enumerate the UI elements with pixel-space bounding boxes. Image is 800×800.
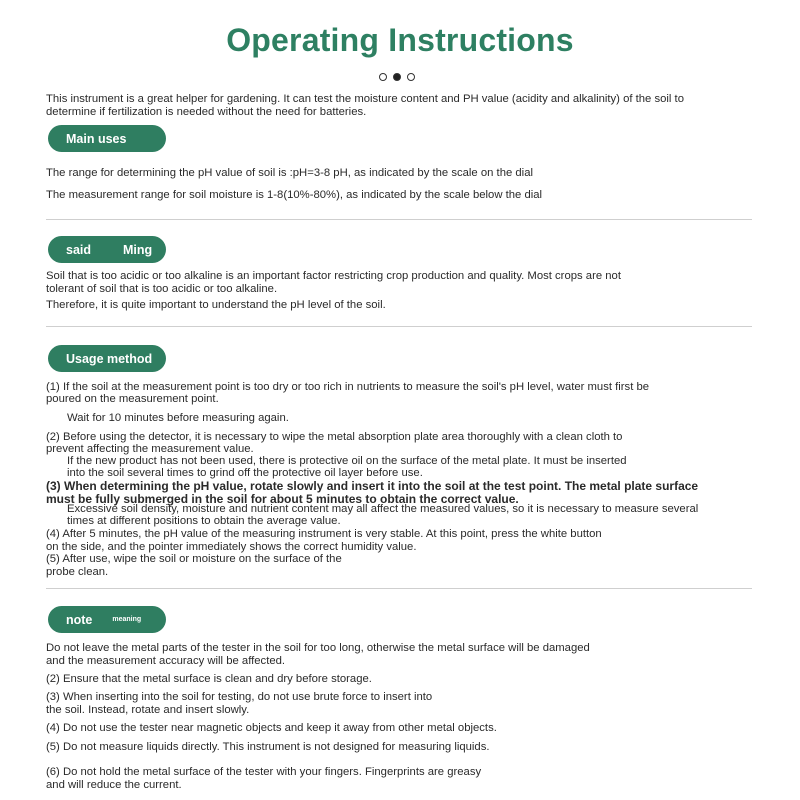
- section-divider: [46, 219, 752, 220]
- said-ming-label-b: Ming: [123, 242, 153, 257]
- note-label: note: [66, 612, 93, 627]
- said-ming-badge: [48, 236, 166, 263]
- usage-line: times at different positions to obtain the average value.: [67, 515, 341, 527]
- main-uses-badge: [48, 125, 166, 152]
- main-uses-label: Main uses: [66, 131, 127, 146]
- said-ming-line: Therefore, it is quite important to understand the pH level of the soil.: [46, 299, 386, 311]
- usage-method-badge: [48, 345, 166, 372]
- carousel-indicator[interactable]: [379, 73, 415, 81]
- note-sub-label: meaning: [112, 616, 142, 623]
- usage-line: into the soil several times to grind off the protective oil layer before use.: [67, 467, 423, 479]
- carousel-dot[interactable]: [379, 73, 387, 81]
- note-line: and the measurement accuracy will be affected.: [46, 655, 286, 667]
- main-uses-line: The range for determining the pH value of soil is :pH=3-8 pH, as indicated by the scale on the dial: [46, 167, 533, 179]
- usage-line: (5) After use, wipe the soil or moisture on the surface of the: [46, 553, 342, 565]
- note-line: (2) Ensure that the metal surface is clean and dry before storage.: [46, 673, 372, 685]
- said-ming-line: Soil that is too acidic or too alkaline is an important factor restricting crop production and quality. Most crops are not: [46, 270, 621, 282]
- usage-line: prevent affecting the measurement value.: [46, 443, 254, 455]
- note-line: the soil. Instead, rotate and insert slowly.: [46, 704, 250, 716]
- section-divider: [46, 326, 752, 327]
- said-ming-line: tolerant of soil that is too acidic or too alkaline.: [46, 283, 278, 295]
- note-line: (3) When inserting into the soil for testing, do not use brute force to insert into: [46, 691, 433, 703]
- carousel-dot[interactable]: [407, 73, 415, 81]
- intro-line: This instrument is a great helper for gardening. It can test the moisture content and PH value (acidity and alkalinity) of the soil to: [46, 93, 684, 105]
- intro-line: determine if fertilization is needed without the need for batteries.: [46, 106, 367, 118]
- section-divider: [46, 588, 752, 589]
- usage-method-label: Usage method: [66, 351, 153, 366]
- main-uses-line: The measurement range for soil moisture is 1-8(10%-80%), as indicated by the scale below the dial: [46, 189, 543, 201]
- usage-line: probe clean.: [46, 566, 109, 578]
- usage-line: (2) Before using the detector, it is necessary to wipe the metal absorption plate area thoroughly with a clean cloth to: [46, 431, 623, 443]
- usage-line: (4) After 5 minutes, the pH value of the measuring instrument is very stable. At this point, press the white button: [46, 528, 602, 540]
- usage-line: (1) If the soil at the measurement point is too dry or too rich in nutrients to measure the soil's pH level, water must first be: [46, 381, 650, 393]
- page-title: Operating Instructions: [226, 22, 574, 58]
- usage-line: must be fully submerged in the soil for about 5 minutes to obtain the correct value.: [46, 492, 519, 506]
- note-line: (4) Do not use the tester near magnetic objects and keep it away from other metal objects.: [46, 722, 497, 734]
- said-ming-label-a: said: [66, 242, 92, 257]
- usage-line: If the new product has not been used, there is protective oil on the surface of the metal plate. It must be inserted: [67, 455, 627, 467]
- note-line: (6) Do not hold the metal surface of the tester with your fingers. Fingerprints are greasy: [46, 766, 482, 778]
- usage-line: on the side, and the pointer immediately shows the correct humidity value.: [46, 541, 417, 553]
- usage-line: (3) When determining the pH value, rotate slowly and insert it into the soil at the test point. The metal plate surface: [46, 479, 699, 493]
- note-line: (5) Do not measure liquids directly. This instrument is not designed for measuring liquids.: [46, 741, 490, 753]
- usage-line: Excessive soil density, moisture and nutrient content may all affect the measured values, so it is necessary to measure several: [67, 503, 699, 515]
- carousel-dot-active[interactable]: [393, 73, 401, 81]
- usage-line: Wait for 10 minutes before measuring again.: [67, 412, 289, 424]
- note-line: and will reduce the current.: [46, 779, 182, 791]
- note-line: Do not leave the metal parts of the tester in the soil for too long, otherwise the metal surface will be damaged: [46, 642, 590, 654]
- usage-line: poured on the measurement point.: [46, 393, 219, 405]
- note-badge: [48, 606, 166, 633]
